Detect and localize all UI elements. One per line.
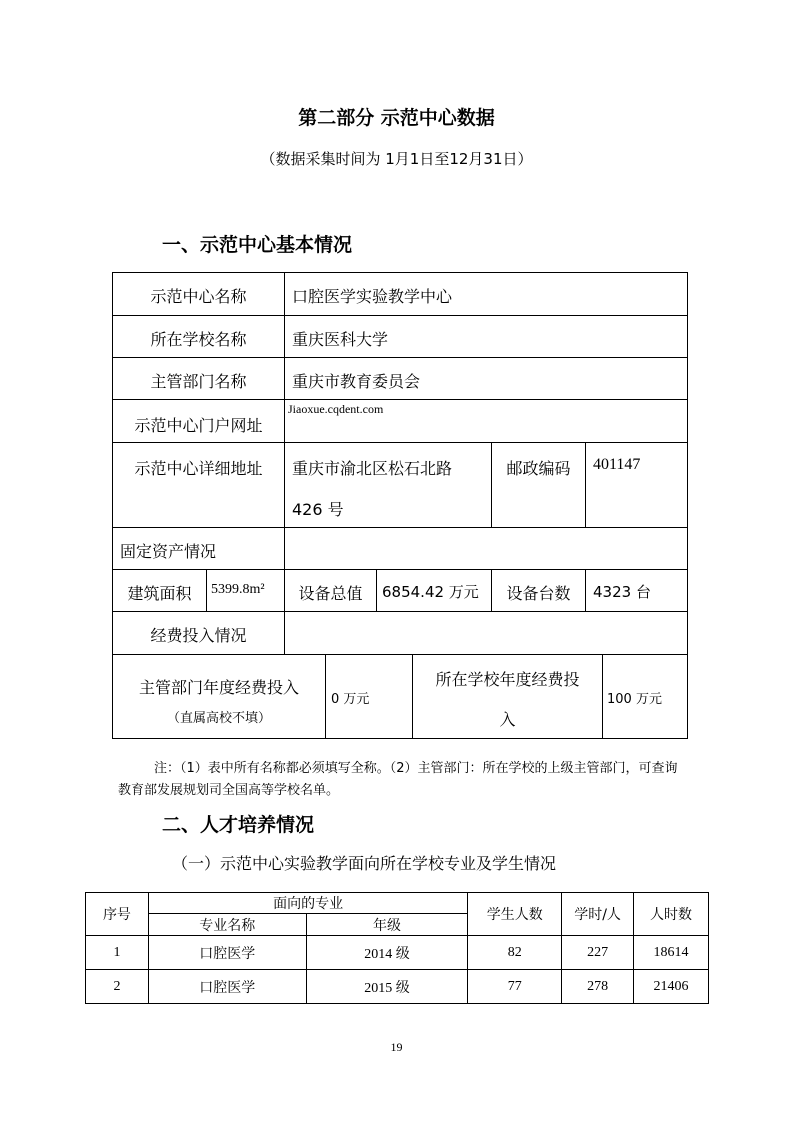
name-label: 示范中心名称 bbox=[150, 287, 247, 306]
equipment-value: 6854.42 万元 bbox=[382, 583, 479, 601]
section-heading-basic: 一、示范中心基本情况 bbox=[162, 234, 353, 256]
row-no: 2 bbox=[86, 970, 149, 1004]
table-cell bbox=[491, 442, 586, 528]
header-major: 专业名称 bbox=[148, 914, 306, 936]
address-value-line2: 426 号 bbox=[292, 500, 344, 519]
table-cell bbox=[112, 442, 285, 528]
url-label: 示范中心门户网址 bbox=[134, 416, 263, 435]
table-cell bbox=[284, 527, 688, 570]
page-title: 第二部分 示范中心数据 bbox=[298, 107, 495, 129]
equipment-count: 4323 台 bbox=[593, 583, 651, 601]
header-hours-per: 学时/人 bbox=[562, 893, 634, 936]
section-heading-training: 二、人才培养情况 bbox=[162, 814, 315, 836]
address-label: 示范中心详细地址 bbox=[134, 459, 263, 478]
row-students: 77 bbox=[468, 970, 562, 1004]
header-students: 学生人数 bbox=[468, 893, 562, 936]
dept-funding-value: 0 万元 bbox=[331, 692, 370, 707]
students-table bbox=[85, 892, 709, 1004]
row-hours-per: 278 bbox=[562, 970, 634, 1004]
equipment-count-label: 设备台数 bbox=[506, 584, 571, 603]
school-label: 所在学校名称 bbox=[150, 330, 247, 349]
row-hours-per: 227 bbox=[562, 936, 634, 970]
school-value: 重庆医科大学 bbox=[292, 330, 389, 349]
school-funding-value: 100 万元 bbox=[607, 692, 662, 707]
footnote: 注：（1）表中所有名称都必须填写全称。（2）主管部门：所在学校的上级主管部门，可查询教育部发展规划司全国高等学校名单。 bbox=[118, 761, 678, 798]
address-value-line1: 重庆市渝北区松石北路 bbox=[292, 459, 453, 478]
table-cell bbox=[284, 611, 688, 655]
row-grade: 2015 级 bbox=[306, 970, 468, 1004]
table-cell bbox=[585, 442, 688, 528]
row-no: 1 bbox=[86, 936, 149, 970]
header-no: 序号 bbox=[86, 893, 149, 936]
collection-period: （数据采集时间为 1月1日至12月31日） bbox=[260, 150, 533, 168]
row-person-hours: 21406 bbox=[634, 970, 709, 1004]
row-person-hours: 18614 bbox=[634, 936, 709, 970]
area-label: 建筑面积 bbox=[127, 584, 192, 603]
header-person-hours: 人时数 bbox=[634, 893, 709, 936]
name-value: 口腔医学实验教学中心 bbox=[292, 287, 453, 306]
table-row bbox=[86, 936, 709, 970]
assets-label: 固定资产情况 bbox=[120, 542, 217, 561]
equipment-value-label: 设备总值 bbox=[298, 584, 363, 603]
row-major: 口腔医学 bbox=[148, 936, 306, 970]
dept-value: 重庆市教育委员会 bbox=[292, 372, 421, 391]
table-row bbox=[86, 970, 709, 1004]
dept-funding-label: 主管部门年度经费投入 bbox=[138, 678, 299, 697]
subsection-heading: （一）示范中心实验教学面向所在学校专业及学生情况 bbox=[172, 854, 557, 873]
postcode-value: 401147 bbox=[593, 456, 641, 473]
area-value: 5399.8m² bbox=[211, 582, 265, 597]
school-funding-label-line1: 所在学校年度经费投 bbox=[435, 670, 580, 689]
page-number: 19 bbox=[390, 1040, 403, 1054]
row-grade: 2014 级 bbox=[306, 936, 468, 970]
row-students: 82 bbox=[468, 936, 562, 970]
dept-label: 主管部门名称 bbox=[150, 372, 247, 391]
postcode-label: 邮政编码 bbox=[506, 459, 571, 478]
header-major-group: 面向的专业 bbox=[148, 893, 467, 914]
school-funding-label-line2: 入 bbox=[499, 710, 516, 729]
dept-funding-note: （直属高校不填） bbox=[166, 711, 271, 726]
header-grade: 年级 bbox=[306, 914, 468, 936]
row-major: 口腔医学 bbox=[148, 970, 306, 1004]
funding-label: 经费投入情况 bbox=[150, 626, 247, 645]
url-value: Jiaoxue.cqdent.com bbox=[288, 402, 384, 416]
